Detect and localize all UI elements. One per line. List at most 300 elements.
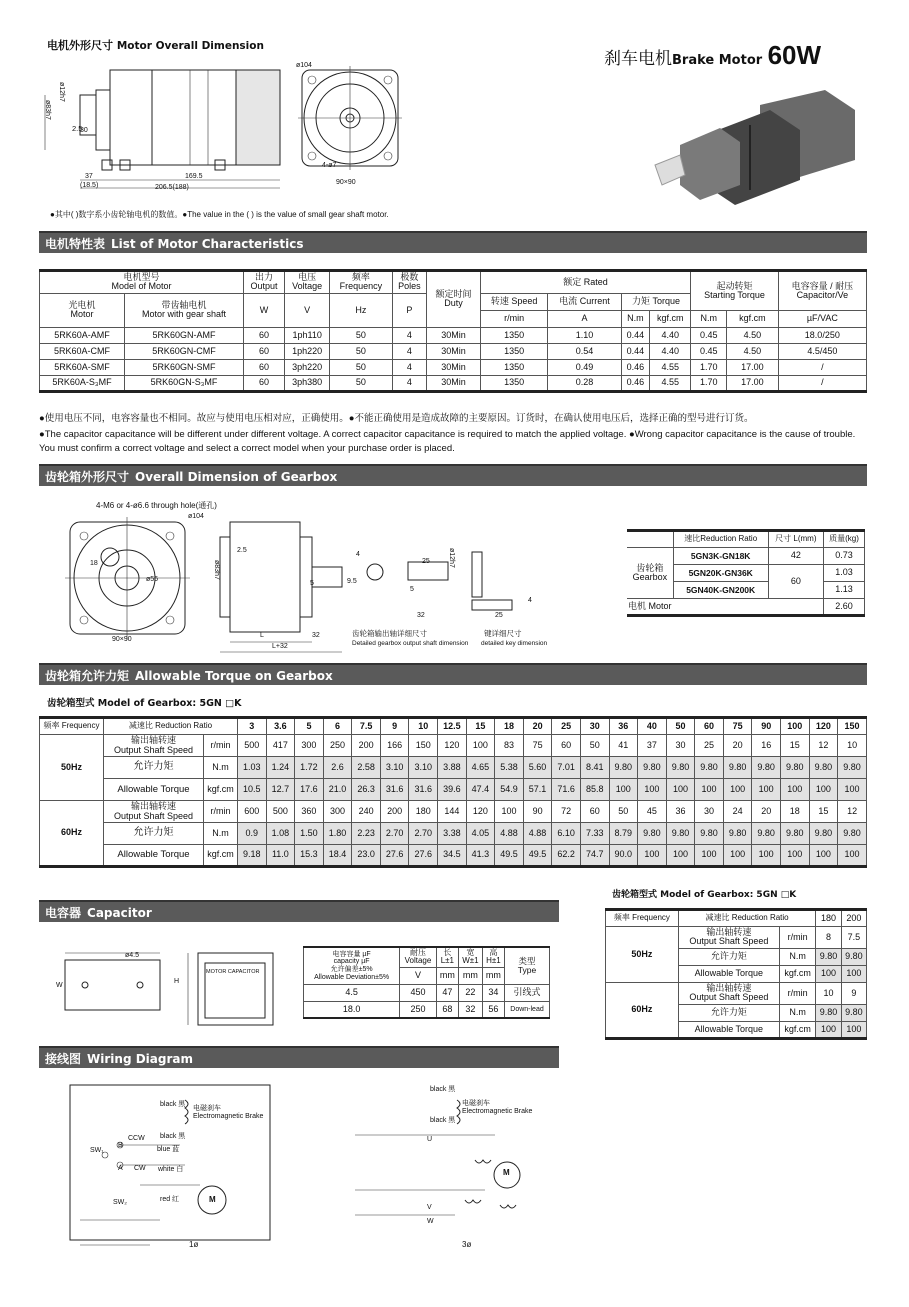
th-ratio-value: 15 [466,718,495,735]
torque-value: 9.80 [809,823,838,845]
speed-label: 输出轴转速 Output Shaft Speed [104,801,204,823]
st-60-u-kgf: kgf.cm [779,1021,815,1038]
dim-37: 37 [85,173,93,180]
st-60-kgf-0: 100 [816,1021,841,1038]
dim-holes: 4-M6 or 4-ø6.6 through hole(通孔) [96,501,217,510]
torque-row [40,801,867,823]
unit-cell: N.m [204,823,238,845]
dim-gb-32b: 32 [417,612,425,619]
st-60-speed-lbl: 输出轴转速 Output Shaft Speed [678,982,779,1004]
torque-value: 18 [780,801,809,823]
torque-value: 49.5 [495,845,524,867]
th-ratio-value: 7.5 [352,718,381,735]
small-torque-title: 齿轮箱型式 Model of Gearbox: 5GN □K [612,890,797,900]
torque-value: 120 [466,801,495,823]
torque-value: 31.6 [380,779,409,801]
h-gb-ratio: 速比Reduction Ratio [673,531,768,548]
torque-value: 9.80 [695,757,724,779]
torque-value: 150 [409,735,438,757]
gb-row-2-mass: 1.03 [824,565,865,582]
h-poles: 极数 Poles [392,271,427,294]
cap-r1-l: 47 [436,984,458,1001]
torque-value: 100 [695,845,724,867]
torque-label-en: Allowable Torque [104,845,204,867]
torque-header-row [40,718,867,735]
characteristics-table [39,269,867,393]
char-cell: 5RK60GN-CMF [125,343,244,359]
torque-value: 2.6 [323,757,352,779]
th-ratio-value: 18 [495,718,524,735]
cap-h-type: 类型 Type [505,947,550,984]
torque-value: 27.6 [380,845,409,867]
th-frequency: 频率 Frequency [40,718,104,735]
torque-label-cn: 允许力矩 [104,757,204,779]
speed-label: 输出轴转速 Output Shaft Speed [104,735,204,757]
torque-value: 166 [380,735,409,757]
cap-h-cap: 电容容量 µF capacity µF 允许偏差±5% Allowable Deviation±5% [304,947,400,984]
torque-value: 72 [552,801,581,823]
cap-r2-h: 56 [482,1001,504,1018]
unit-cell: kgf.cm [204,779,238,801]
w1-B: B [118,1142,123,1149]
char-cell: 0.54 [548,343,621,359]
torque-value: 3.10 [380,757,409,779]
section-wiring: 接线图 Wiring Diagram [39,1046,559,1068]
gb-motor-label: 电机 Motor [627,599,824,616]
char-cell: 0.46 [621,359,650,375]
h-frequency: 频率 Frequency [330,271,392,294]
char-cell: 4.40 [650,343,691,359]
char-row [40,343,867,359]
h-duty: 额定时间 Duty [427,271,480,328]
torque-value: 100 [638,845,667,867]
char-cell: 1.70 [691,359,727,375]
torque-value: 27.6 [409,845,438,867]
st-60-u-rmin: r/min [779,982,815,1004]
cap-u-mm2: mm [458,967,482,984]
freq-cell: 50Hz [40,735,104,801]
torque-value: 12 [838,801,867,823]
char-cell: 1350 [480,343,548,359]
torque-label-en: Allowable Torque [104,779,204,801]
torque-value: 100 [809,845,838,867]
gb-row-1-len: 42 [768,548,823,565]
st-50-torque-en: Allowable Torque [678,965,779,982]
dim-gb-2-5: 2.5 [237,547,247,554]
torque-value: 54.9 [495,779,524,801]
u-nm2: N.m [691,310,727,327]
torque-value: 39.6 [438,779,467,801]
w3-label: 3ø [462,1240,472,1249]
cap-h-h: 高 H±1 [482,947,504,967]
w1-ccw: CCW [128,1135,145,1142]
char-cell: 1350 [480,375,548,391]
dim-gb-5: 5 [310,580,314,587]
char-cell: 5RK60GN-AMF [125,327,244,343]
torque-value: 240 [352,801,381,823]
gearbox-dimension-table [627,529,865,617]
th-ratio-value: 25 [552,718,581,735]
torque-value: 5.38 [495,757,524,779]
st-60-speed-0: 10 [816,982,841,1004]
torque-value: 12 [809,735,838,757]
char-cell: / [778,359,866,375]
w1-black2: black 黑 [160,1133,186,1140]
char-cell: 30Min [427,327,480,343]
torque-value: 100 [466,735,495,757]
cap-u-mm3: mm [482,967,504,984]
w3-brake-en: Electromagnetic Brake [462,1108,533,1115]
torque-value: 100 [609,779,638,801]
torque-value: 100 [723,845,752,867]
torque-value: 100 [838,779,867,801]
torque-value: 11.0 [266,845,295,867]
torque-value: 83 [495,735,524,757]
torque-value: 36 [666,801,695,823]
st-60-torque-cn: 允许力矩 [678,1004,779,1021]
unit-cell: kgf.cm [204,845,238,867]
torque-value: 50 [609,801,638,823]
torque-label-cn: 允许力矩 [104,823,204,845]
h-current: 电流 Current [548,293,621,310]
char-cell: 3ph380 [285,375,330,391]
h-voltage: 电压 Voltage [285,271,330,294]
char-cell: 60 [244,327,285,343]
th-ratio-value: 9 [380,718,409,735]
torque-value: 21.0 [323,779,352,801]
torque-value: 360 [295,801,324,823]
char-cell: / [778,375,866,391]
u-nm: N.m [621,310,650,327]
cap-r1-w: 22 [458,984,482,1001]
dim-gb-90x90: 90×90 [112,636,132,643]
gb-row-1-ratio: 5GN3K-GN18K [673,548,768,565]
cap-r2-l: 68 [436,1001,458,1018]
th-ratio-value: 40 [638,718,667,735]
torque-row [40,757,867,779]
torque-value: 100 [495,801,524,823]
char-cell: 5RK60GN-SMF [125,359,244,375]
char-cell: 4.5/450 [778,343,866,359]
char-note-cn: ●使用电压不同，电容容量也不相同。故应与使用电压相对应，正确使用。●不能正确使用是造成故障的主要原因。订货时，在确认使用电压后，选择正确的型号进行订货。 [39,413,754,424]
torque-value: 300 [323,801,352,823]
torque-value: 100 [752,779,781,801]
char-cell: 4.55 [650,359,691,375]
cap-r1-volt: 450 [400,984,437,1001]
torque-value: 4.65 [466,757,495,779]
key-caption-cn: 键详细尺寸 [484,629,522,638]
w3-brake-cn: 电磁刹车 [462,1100,490,1107]
torque-value: 3.10 [409,757,438,779]
char-cell: 1.10 [548,327,621,343]
char-cell: 30Min [427,375,480,391]
th-ratio-value: 20 [523,718,552,735]
torque-value: 9.80 [666,823,695,845]
section-gearbox: 齿轮箱外形尺寸 Overall Dimension of Gearbox [39,464,867,486]
product-title: 刹车电机Brake Motor 60W [604,40,822,70]
torque-value: 2.70 [380,823,409,845]
torque-value: 100 [838,845,867,867]
th-ratio-value: 90 [752,718,781,735]
torque-value: 37 [638,735,667,757]
w1-brake-en: Electromagnetic Brake [193,1113,264,1120]
th-ratio-value: 12.5 [438,718,467,735]
torque-value: 1.50 [295,823,324,845]
section-capacitor: 电容器 Capacitor [39,900,559,922]
cap-label: MOTOR CAPACITOR [206,969,260,975]
torque-value: 1.24 [266,757,295,779]
torque-value: 9.80 [638,757,667,779]
gb-motor-mass: 2.60 [824,599,865,616]
torque-value: 9.80 [838,823,867,845]
st-50-kgf-1: 100 [841,965,866,982]
th-ratio-value: 30 [580,718,609,735]
motor-front-drawing [298,66,403,176]
cap-H: H [174,978,180,985]
w3-V: V [427,1204,432,1211]
dim-gb-4b: 4 [528,597,532,604]
torque-value: 1.72 [295,757,324,779]
torque-value: 20 [723,735,752,757]
torque-value: 7.33 [580,823,609,845]
th-ratio: 减速比 Reduction Ratio [104,718,238,735]
h-starting-torque: 起动转矩 Starting Torque [691,271,778,311]
w3-U: U [427,1136,433,1143]
torque-value: 9.18 [238,845,267,867]
torque-value: 62.2 [552,845,581,867]
char-row [40,359,867,375]
torque-value: 8.41 [580,757,609,779]
char-cell: 4.50 [727,327,779,343]
torque-value: 15 [780,735,809,757]
char-note-en: ●The capacitor capacitance will be different under different voltage. A correct capacitor capacitance is required to match the applied voltage. ●Wrong capacitor capacitance is the cause of trouble. You must confirm a correct voltage and select a correct model when your purchase order is placed. [39,429,856,454]
dim-30: 2.5 [72,124,83,133]
torque-value: 300 [295,735,324,757]
dim-30-label: 30 [80,127,88,134]
dim-gb-9-5: 9.5 [347,578,357,585]
unit-cell: N.m [204,757,238,779]
gb-row-3-ratio: 5GN40K-GN200K [673,582,768,599]
torque-value: 4.88 [523,823,552,845]
w1-blue: blue 蓝 [157,1146,180,1153]
torque-value: 18.4 [323,845,352,867]
torque-value: 500 [266,801,295,823]
u-cap: µF/VAC [778,310,866,327]
h-model: 电机型号 Model of Motor [40,271,244,294]
section-torque: 齿轮箱允许力矩 Allowable Torque on Gearbox [39,663,867,685]
dim-gb-L32: L+32 [272,643,288,650]
dim-gb-5b: 5 [410,586,414,593]
torque-value: 100 [780,779,809,801]
st-h-freq: 频率 Frequency [606,910,679,927]
st-50-torque-cn: 允许力矩 [678,948,779,965]
st-60-u-nm: N.m [779,1004,815,1021]
dim-gb-d56: ø56 [146,576,159,583]
char-cell: 30Min [427,359,480,375]
char-cell: 5RK60GN-S₃MF [125,375,244,391]
torque-value: 49.5 [523,845,552,867]
torque-value: 9.80 [609,757,638,779]
char-cell: 5RK60A-AMF [40,327,125,343]
torque-value: 1.80 [323,823,352,845]
char-cell: 5RK60A-CMF [40,343,125,359]
capacitor-table [303,946,550,1019]
st-60-torque-en: Allowable Torque [678,1021,779,1038]
u-hz: Hz [330,293,392,327]
torque-row [40,779,867,801]
torque-value: 17.6 [295,779,324,801]
th-ratio-value: 6 [323,718,352,735]
cap-h-l: 长 L±1 [436,947,458,967]
char-cell: 3ph220 [285,359,330,375]
u-kgf: kgf.cm [650,310,691,327]
char-cell: 50 [330,375,392,391]
torque-value: 2.70 [409,823,438,845]
torque-value: 9.80 [723,823,752,845]
torque-value: 7.01 [552,757,581,779]
th-ratio-value: 60 [695,718,724,735]
st-60-nm-0: 9.80 [816,1004,841,1021]
torque-value: 47.4 [466,779,495,801]
st-50-u-rmin: r/min [779,927,815,949]
torque-value: 31.6 [409,779,438,801]
char-cell: 60 [244,359,285,375]
h-gb-mass: 质量(kg) [824,531,865,548]
torque-value: 100 [695,779,724,801]
st-60-nm-1: 9.80 [841,1004,866,1021]
w3-black2: black 黑 [430,1117,456,1124]
torque-value: 100 [666,779,695,801]
torque-row [40,735,867,757]
torque-value: 3.88 [438,757,467,779]
char-cell: 4 [392,327,427,343]
torque-value: 8.79 [609,823,638,845]
torque-value: 100 [752,845,781,867]
char-cell: 0.44 [621,343,650,359]
char-cell: 5RK60A-SMF [40,359,125,375]
key-caption-en: detailed key dimension [481,640,548,647]
shaft-caption-cn: 齿轮箱输出轴详细尺寸 [352,629,427,638]
h-capacitor: 电容容量 / 耐压 Capacitor/Ve [778,271,866,311]
w1-brake-cn: 电磁刹车 [193,1105,221,1112]
dim-gb-25: 25 [422,558,430,565]
dim-169-5: 169.5 [185,173,203,180]
cap-r2-type: Down-lead [505,1001,550,1018]
torque-value: 10 [838,735,867,757]
char-cell: 4.50 [727,343,779,359]
st-60hz: 60Hz [606,982,679,1038]
section-characteristics: 电机特性表 List of Motor Characteristics [39,231,867,253]
torque-row [40,845,867,867]
char-cell: 1ph110 [285,327,330,343]
torque-value: 50 [580,735,609,757]
torque-value: 6.10 [552,823,581,845]
char-cell: 4.55 [650,375,691,391]
th-ratio-value: 36 [609,718,638,735]
torque-value: 600 [238,801,267,823]
gb-label: 齿轮箱 Gearbox [627,548,673,599]
dim-gb-d104: ø104 [188,513,204,520]
torque-value: 1.03 [238,757,267,779]
torque-value: 34.5 [438,845,467,867]
dim-d104: ø104 [296,62,312,69]
char-cell: 1ph220 [285,343,330,359]
torque-value: 30 [666,735,695,757]
cap-u-v: V [400,967,437,984]
characteristics-rows [40,327,867,391]
motor-dimension-title: 电机外形尺寸 Motor Overall Dimension [47,39,264,52]
char-cell: 60 [244,375,285,391]
char-cell: 0.45 [691,343,727,359]
th-ratio-value: 150 [838,718,867,735]
th-ratio-value: 50 [666,718,695,735]
torque-value: 5.60 [523,757,552,779]
cap-d45: ø4.5 [125,952,140,959]
u-p: P [392,293,427,327]
torque-value: 24 [723,801,752,823]
char-cell: 50 [330,343,392,359]
st-50-nm-0: 9.80 [816,948,841,965]
dim-gb-d83: ø83h7 [213,560,220,580]
char-cell: 18.0/250 [778,327,866,343]
u-kgf2: kgf.cm [727,310,779,327]
cap-W: W [56,982,63,989]
gb-row-2-ratio: 5GN20K-GN36K [673,565,768,582]
st-50hz: 50Hz [606,927,679,983]
char-row [40,375,867,391]
gb-row-1-mass: 0.73 [824,548,865,565]
u-v: V [285,293,330,327]
w3-black: black 黑 [430,1086,456,1093]
torque-value: 85.8 [580,779,609,801]
torque-value: 23.0 [352,845,381,867]
dim-gb-4: 4 [356,551,360,558]
torque-value: 2.23 [352,823,381,845]
th-ratio-value: 100 [780,718,809,735]
torque-value: 0.9 [238,823,267,845]
torque-value: 60 [552,735,581,757]
h-torque: 力矩 Torque [621,293,691,310]
gb-row-3-mass: 1.13 [824,582,865,599]
char-cell: 17.00 [727,359,779,375]
h-output: 出力 Output [244,271,285,294]
torque-value: 57.1 [523,779,552,801]
w1-sw1: SW₁ [90,1147,104,1154]
st-ratio-200: 200 [841,910,866,927]
char-cell: 17.00 [727,375,779,391]
th-ratio-value: 75 [723,718,752,735]
torque-value: 25 [695,735,724,757]
torque-value: 417 [266,735,295,757]
h-speed: 转速 Speed [480,293,548,310]
h-gb-len: 尺寸 L(mm) [768,531,823,548]
torque-value: 100 [666,845,695,867]
char-cell: 1350 [480,327,548,343]
torque-value: 9.80 [809,757,838,779]
torque-value: 74.7 [580,845,609,867]
torque-value: 1.08 [266,823,295,845]
torque-value: 15.3 [295,845,324,867]
char-cell: 0.45 [691,327,727,343]
w1-M: M [209,1195,216,1204]
w1-label: 1ø [189,1240,199,1249]
th-ratio-value: 10 [409,718,438,735]
dim-gb-18: 18 [90,560,98,567]
torque-value: 26.3 [352,779,381,801]
torque-value: 500 [238,735,267,757]
torque-value: 4.05 [466,823,495,845]
dim-90x90: 90×90 [336,179,356,186]
